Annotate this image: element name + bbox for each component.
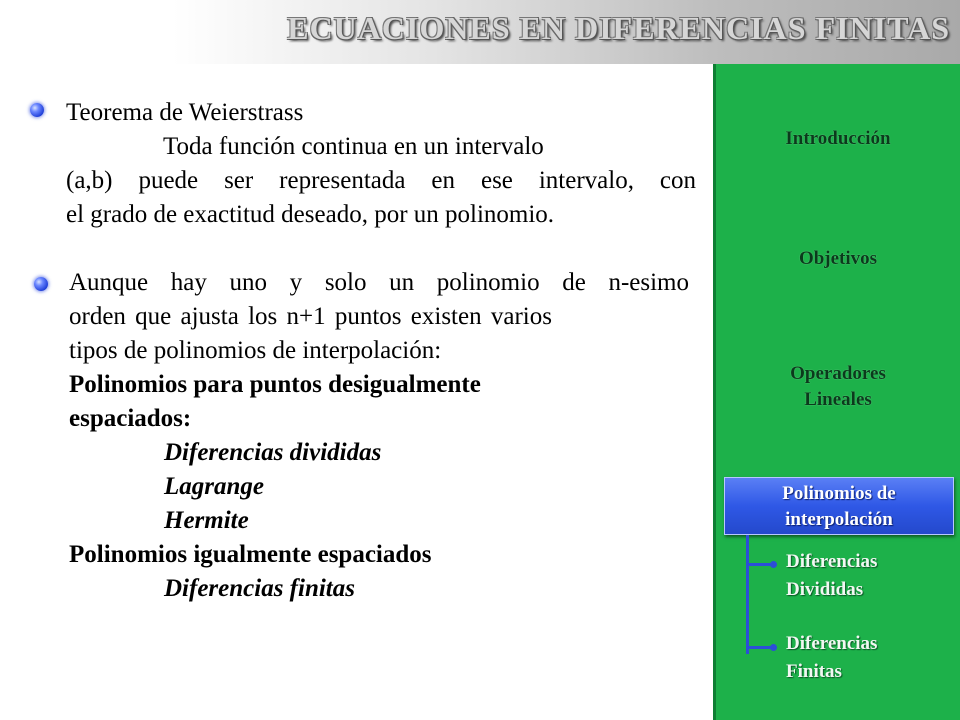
sidebar-subitem-diferencias-finitas[interactable]	[786, 630, 956, 686]
bullet-2-text	[69, 266, 689, 606]
bullet-2-bold-2: espaciados:	[69, 405, 192, 432]
bullet-2-bold-3: Polinomios igualmente espaciados	[69, 541, 432, 568]
sidebar-subitem-label: Diferencias	[786, 633, 878, 654]
sidebar-item-objetivos[interactable]	[716, 246, 960, 272]
bullet-icon	[30, 103, 44, 117]
sidebar-subitem-label: Diferencias	[786, 551, 878, 572]
tree-node-icon	[770, 561, 777, 568]
method-diferencias-divididas: Diferencias divididas	[164, 439, 382, 466]
weierstrass-line-1: Toda función continua en un intervalo	[163, 133, 544, 160]
sidebar-item-polinomios-interpolacion[interactable]	[724, 477, 954, 535]
method-hermite: Hermite	[164, 507, 249, 534]
method-diferencias-finitas: Diferencias finitas	[164, 575, 355, 602]
sidebar-subitem-diferencias-divididas[interactable]	[786, 548, 956, 604]
slide-title: ECUACIONES EN DIFERENCIAS FINITAS	[287, 10, 950, 46]
sidebar-item-label: interpolación	[785, 509, 893, 530]
title-band	[0, 0, 960, 64]
sidebar-item-operadores-lineales[interactable]	[716, 361, 960, 413]
sidebar-item-label: Introducción	[785, 128, 891, 149]
sidebar-item-label: Polinomios de	[782, 483, 896, 504]
weierstrass-heading: Teorema de Weierstrass	[66, 99, 304, 126]
sidebar-item-label: Operadores	[790, 363, 886, 384]
method-lagrange: Lagrange	[164, 473, 264, 500]
sidebar-item-introduccion[interactable]	[716, 126, 960, 152]
bullet-2-bold-1: Polinomios para puntos desigualmente	[69, 371, 481, 398]
sidebar-item-label: Lineales	[804, 389, 872, 410]
tree-node-icon	[770, 644, 777, 651]
tree-connector-vertical	[746, 535, 749, 654]
bullet-1-text	[66, 96, 696, 232]
bullet-2-line-2: orden que ajusta los n+1 puntos existen varios	[69, 303, 552, 330]
bullet-icon	[34, 277, 48, 291]
sidebar-subitem-label: Finitas	[786, 661, 842, 682]
sidebar-item-label: Objetivos	[798, 248, 878, 269]
sidebar-nav	[713, 64, 960, 720]
weierstrass-line-3: el grado de exactitud deseado, por un polinomio.	[66, 201, 555, 228]
weierstrass-line-2: (a,b) puede ser representada en ese intervalo, con	[66, 167, 696, 194]
bullet-2-line-1: Aunque hay uno y solo un polinomio de n-esimo	[69, 269, 689, 296]
sidebar-subitem-label: Divididas	[786, 579, 864, 600]
bullet-2-line-3: tipos de polinomios de interpolación:	[69, 337, 442, 364]
